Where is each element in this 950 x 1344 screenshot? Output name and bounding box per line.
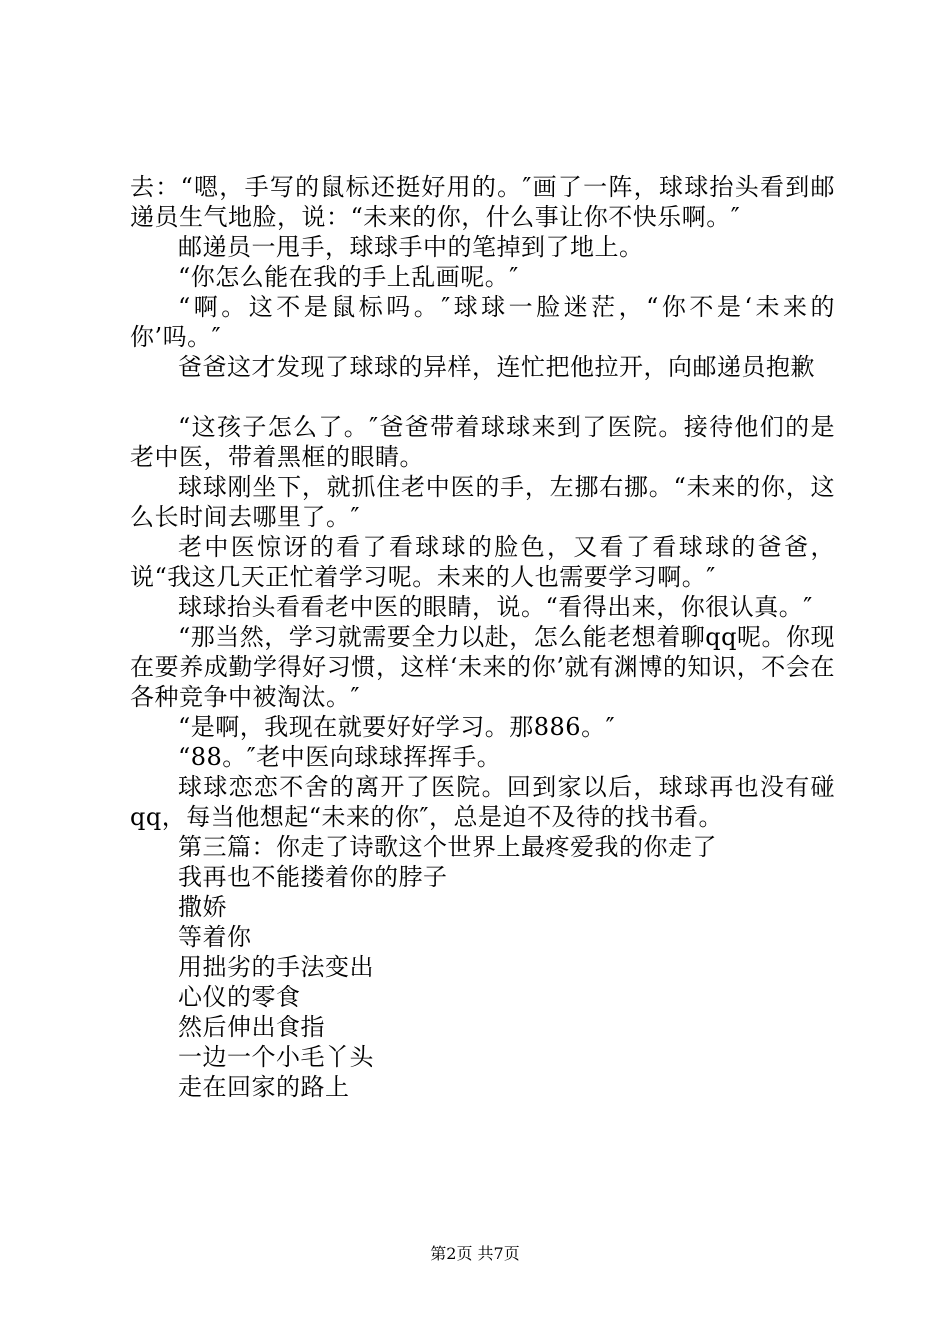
paragraph: “那当然，学习就需要全力以赴，怎么能老想着聊qq呢。你现在要养成勤学得好习惯，这样‘未来的你’就有渊博的知识，不会在各种竞争中被淘汰。″ xyxy=(130,623,835,711)
poem-line: 然后伸出食指 xyxy=(178,1013,325,1041)
paragraph: 老中医惊讶的看了看球球的脸色，又看了看球球的爸爸，说“我这几天正忙着学习呢。未来的人也需要学习啊。″ xyxy=(130,533,835,591)
paragraph: “啊。这不是鼠标吗。″球球一脸迷茫，“你不是‘未来的你’吗。″ xyxy=(130,293,835,351)
paragraph: “88。″老中医向球球挥挥手。 xyxy=(178,743,502,771)
paragraph: 球球恋恋不舍的离开了医院。回到家以后，球球再也没有碰qq，每当他想起“未来的你″，总是迫不及待的找书看。 xyxy=(130,773,835,831)
paragraph: 去：“嗯，手写的鼠标还挺好用的。″画了一阵，球球抬头看到邮递员生气地脸，说：“未来的你，什么事让你不快乐啊。″ xyxy=(130,173,835,231)
paragraph: 爸爸这才发现了球球的异样，连忙把他拉开，向邮递员抱歉 xyxy=(178,353,815,381)
poem-line: 一边一个小毛丫头 xyxy=(178,1043,374,1071)
document-body xyxy=(130,172,835,1102)
page-footer: 第2页 共7页 xyxy=(430,1244,520,1263)
paragraph-gap xyxy=(130,382,835,412)
paragraph: 球球刚坐下，就抓住老中医的手，左挪右挪。“未来的你，这么长时间去哪里了。″ xyxy=(130,473,835,531)
poem-line: 我再也不能搂着你的脖子 xyxy=(178,863,448,891)
poem-line: 走在回家的路上 xyxy=(178,1073,350,1101)
paragraph: “你怎么能在我的手上乱画呢。″ xyxy=(178,263,519,291)
poem-line: 心仪的零食 xyxy=(178,983,301,1011)
poem-line: 等着你 xyxy=(178,923,252,951)
poem-line: 撒娇 xyxy=(178,893,227,921)
paragraph: “这孩子怎么了。″爸爸带着球球来到了医院。接待他们的是老中医，带着黑框的眼睛。 xyxy=(130,413,835,471)
section-heading: 第三篇：你走了诗歌这个世界上最疼爱我的你走了 xyxy=(178,833,717,861)
paragraph: 邮递员一甩手，球球手中的笔掉到了地上。 xyxy=(178,233,644,261)
poem-line: 用拙劣的手法变出 xyxy=(178,953,374,981)
paragraph: “是啊，我现在就要好好学习。那886。″ xyxy=(178,713,616,741)
paragraph: 球球抬头看看老中医的眼睛，说。“看得出来，你很认真。″ xyxy=(178,593,813,621)
